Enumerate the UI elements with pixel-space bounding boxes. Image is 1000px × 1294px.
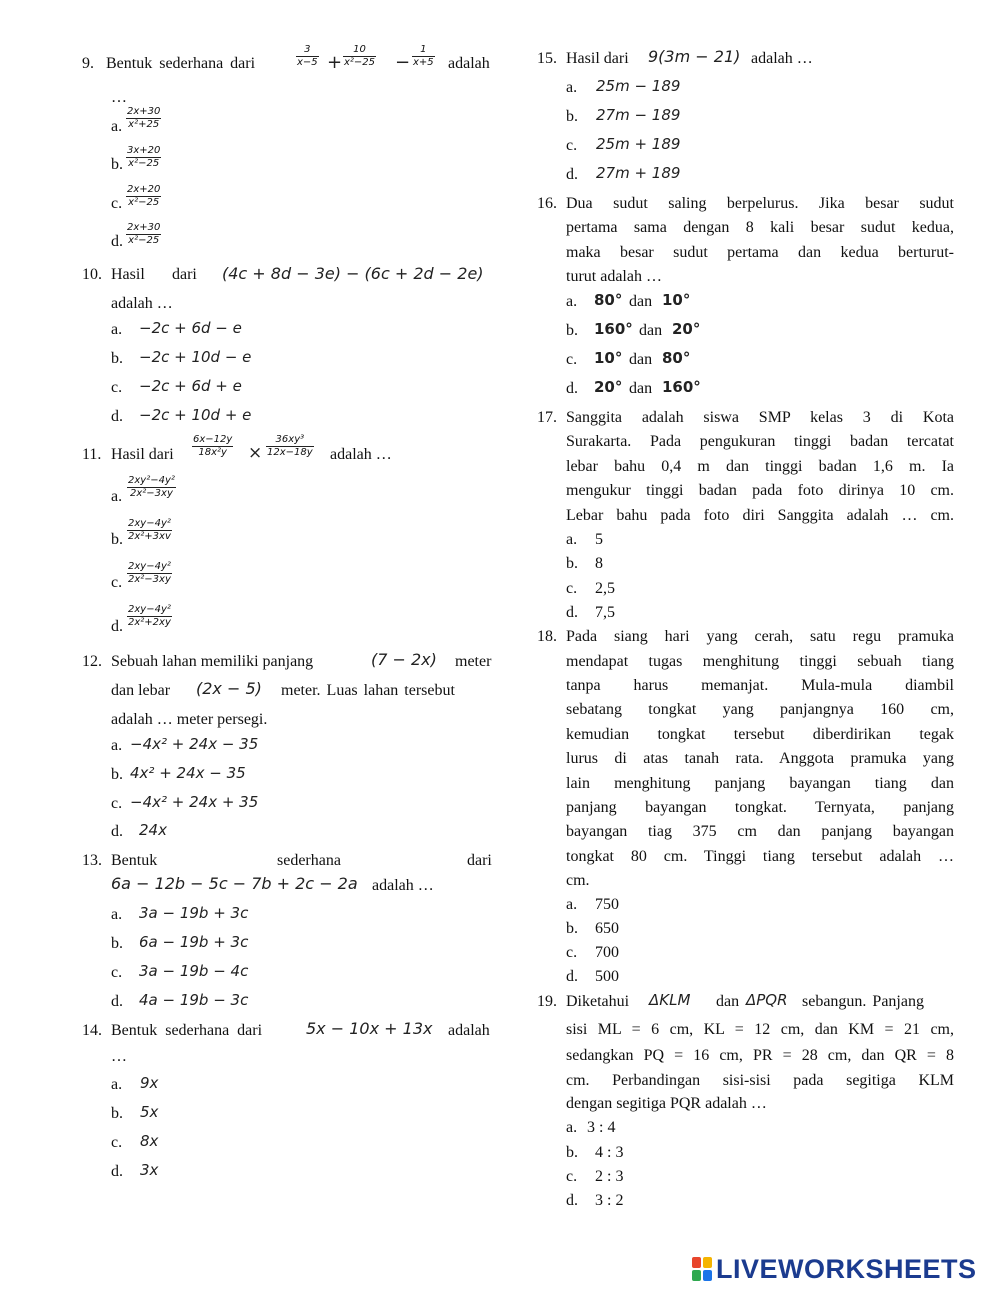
option-letter: b. [111,935,123,952]
question-text-tail: adalah … [111,295,173,312]
question-text-line: Dua sudut saling berpelurus. Jika besar sudut [566,195,954,212]
option-letter: d. [566,166,578,183]
option-letter: d. [566,968,578,985]
option-fraction: $\frac{2x+20}{\text{x²−25}}$ [127,184,161,208]
question-text-line: sisi ML = 6 cm, KL = 12 cm, dan KM = 21 cm, [566,1021,954,1038]
option-letter: b. [111,766,123,783]
option-connector: dan [629,380,653,397]
option-fraction: $\frac{3x+20}{\text{x²−25}}$ [127,145,161,169]
expression: (2x − 5) [196,679,262,698]
question-text-line: sebatang tongkat yang panjangnya 160 cm, [566,701,954,718]
option-value: 8x [140,1132,159,1150]
option-letter: c. [566,944,578,961]
option-value: 2 : 3 [595,1168,624,1185]
expression: (4c + 8d − 3e) − (6c + 2d − 2e) [222,264,484,283]
option-letter: d. [111,618,123,635]
option-letter: a. [111,1076,123,1093]
option-value: 3 : 2 [595,1192,624,1209]
option-letter: b. [566,322,578,339]
logo-mark-icon [692,1257,712,1281]
question-number: 18. [537,628,557,645]
option-letter: c. [111,1134,123,1151]
option-letter: b. [566,108,578,125]
option-value: 25m + 189 [596,135,681,153]
option-value: 4 : 3 [595,1144,624,1161]
question-text-line: lurus di atas tanah rata. Anggota pramuka yang [566,750,954,767]
question-text: Bentuk sederhana dari [111,1022,263,1039]
question-text: Hasil dari [111,446,174,463]
question-text-line: kemudian tongkat tersebut diberdirikan tegak [566,726,954,743]
question-number: 10. [82,266,102,283]
fraction: $\frac{6x-12y}{\text{18x²y}}$ [193,434,233,458]
option-value: 4x² + 24x − 35 [130,764,246,782]
question-text: Hasil [111,266,145,283]
question-text-line: bayangan tiag 375 cm dan panjang bayangan [566,823,954,840]
option-value: −2c + 10d − e [139,348,252,366]
fraction: $\frac{\text{36xy³}}{12x-18y}$ [267,434,313,458]
option-value: 750 [595,896,619,913]
option-value: 5 [595,531,603,548]
question-text: Sebuah lahan memiliki panjang [111,653,314,670]
question-number: 15. [537,50,557,67]
option-value: 27m + 189 [596,164,681,182]
question-text-line: turut adalah … [566,268,662,285]
option-letter: a. [566,1119,578,1136]
question-text-line: Sanggita adalah siswa SMP kelas 3 di Kota [566,409,954,426]
option-value: 8 [595,555,603,572]
question-text: sederhana [277,852,341,869]
option-value: −4x² + 24x − 35 [130,735,259,753]
question-text-line: Pada siang hari yang cerah, satu regu pramuka [566,628,954,645]
option-letter: d. [111,408,123,425]
option-letter: c. [566,1168,578,1185]
option-letter: a. [111,118,123,135]
fraction: $\frac{3}{x-5}$ [297,44,318,68]
expression: (7 − 2x) [371,650,437,669]
option-value: 3a − 19b − 4c [139,962,249,980]
question-text-line: maka besar sudut pertama dan kedua berturut- [566,244,954,261]
question-text: Bentuk [111,852,158,869]
question-text: Hasil dari [566,50,629,67]
option-letter: d. [111,233,123,250]
option-letter: c. [111,574,123,591]
option-fraction: $\frac{2x+30}{\text{x²−25}}$ [127,222,161,246]
option-value: −2c + 6d − e [139,319,242,337]
question-text-line: lebar bahu 0,4 m dan tinggi badan 1,6 m. Ia [566,458,954,475]
question-text-line: sedangkan PQ = 16 cm, PR = 28 cm, dan QR = 8 [566,1047,954,1064]
question-number: 13. [82,852,102,869]
option-value: 9x [140,1074,159,1092]
option-letter: a. [566,293,578,310]
question-text-tail: adalah [448,1022,490,1039]
ellipsis: … [111,1048,127,1065]
option-value: 80° [594,291,623,309]
option-value: 80° [662,349,691,367]
option-value: 3x [140,1161,159,1179]
option-value: 3a − 19b + 3c [139,904,249,922]
fraction: $\frac{10}{\text{x²−25}}$ [344,44,376,68]
times-sign: × [248,443,263,463]
option-value: −2c + 6d + e [139,377,242,395]
logo-text: LIVEWORKSHEETS [716,1253,977,1284]
question-text-tail: adalah [448,55,490,72]
question-text-line: cm. [566,872,590,889]
option-letter: d. [566,380,578,397]
option-fraction: $\frac{2x+30}{\text{x²+25}}$ [127,106,161,130]
option-value: 5x [140,1103,159,1121]
option-letter: d. [566,1192,578,1209]
question-text-tail: adalah … [751,50,813,67]
option-letter: d. [111,1163,123,1180]
question-text: Bentuk sederhana dari [106,55,256,72]
question-text-line: lain menghitung panjang bayangan tiang dan [566,775,954,792]
option-connector: dan [639,322,663,339]
plus-sign: + [327,52,343,73]
question-text: adalah … meter persegi. [111,711,268,728]
option-fraction: $\frac{\text{2xy−4y²}}{\text{2x²+3xv}}$ [128,518,171,542]
option-fraction: $\frac{\text{2xy²−4y²}}{\text{2x²−3xy}}$ [128,475,175,499]
question-text: dari [172,266,197,283]
triangle-label: ΔPQR [746,991,788,1009]
question-text-tail: adalah … [372,877,434,894]
fraction: $\frac{1}{x+5}$ [413,44,434,68]
question-text-line: tongkat 80 cm. Tinggi tiang tersebut adalah … [566,848,954,865]
option-connector: dan [629,351,653,368]
option-letter: c. [111,795,123,812]
question-number: 19. [537,993,557,1010]
option-value: 700 [595,944,619,961]
liveworksheets-logo [692,1254,977,1284]
question-text-line: Surakarta. Pada pengukuran tinggi badan tercatat [566,433,954,450]
question-text: meter. Luas lahan tersebut [281,682,455,699]
question-text: dari [467,852,492,869]
minus-sign: − [395,52,411,73]
expression: 6a − 12b − 5c − 7b + 2c − 2a [111,874,358,893]
question-text-tail: adalah … [330,446,392,463]
option-fraction: $\frac{\text{2xy−4y²}}{\text{2x²+2xy}}$ [128,604,171,628]
option-value: 3 : 4 [587,1119,616,1136]
question-text-line: pertama sama dengan 8 kali besar sudut kedua, [566,219,954,236]
triangle-label: ΔKLM [649,991,691,1009]
option-value: −4x² + 24x + 35 [130,793,259,811]
option-value: 10° [594,349,623,367]
option-value: 7,5 [595,604,615,621]
option-value: 20° [672,320,701,338]
question-text-line: tanpa harus memanjat. Mula-mula diambil [566,677,954,694]
option-value: 27m − 189 [596,106,681,124]
option-letter: a. [111,321,123,338]
question-text: dan lebar [111,682,171,699]
question-text-line: cm. Perbandingan sisi-sisi pada segitiga KLM [566,1072,954,1089]
option-letter: a. [566,79,578,96]
option-letter: c. [111,195,123,212]
option-value: 6a − 19b + 3c [139,933,249,951]
option-value: 160° [662,378,701,396]
option-fraction: $\frac{\text{2xy−4y²}}{\text{2x²−3xy}}$ [128,561,171,585]
question-text-line: dengan segitiga PQR adalah … [566,1095,767,1112]
option-letter: b. [111,156,123,173]
option-value: 650 [595,920,619,937]
option-value: 24x [139,821,167,839]
option-connector: dan [629,293,653,310]
option-letter: a. [111,737,123,754]
option-value: 20° [594,378,623,396]
expression: 9(3m − 21) [648,47,741,66]
question-text-line: mendapat tugas menghitung tinggi sebuah tiang [566,653,954,670]
option-letter: b. [566,920,578,937]
option-value: 2,5 [595,580,615,597]
option-letter: d. [566,604,578,621]
question-number: 17. [537,409,557,426]
option-letter: b. [111,350,123,367]
question-number: 9. [82,55,94,72]
option-letter: b. [566,1144,578,1161]
option-letter: b. [111,1105,123,1122]
option-letter: b. [566,555,578,572]
option-letter: c. [566,137,578,154]
option-letter: a. [566,896,578,913]
option-letter: a. [111,488,123,505]
question-text: sebangun. Panjang [802,993,924,1010]
ellipsis: … [111,89,127,106]
question-text: Diketahui [566,993,630,1010]
question-number: 16. [537,195,557,212]
option-value: 4a − 19b − 3c [139,991,249,1009]
option-letter: b. [111,531,123,548]
question-text-line: Lebar bahu pada foto diri Sanggita adalah … cm. [566,507,954,524]
question-number: 12. [82,653,102,670]
option-letter: c. [111,379,123,396]
option-letter: d. [111,993,123,1010]
question-text-line: mengukur tinggi badan pada foto dirinya 10 cm. [566,482,954,499]
option-letter: a. [111,906,123,923]
option-letter: a. [566,531,578,548]
option-value: 25m − 189 [596,77,681,95]
option-value: 160° [594,320,633,338]
expression: 5x − 10x + 13x [306,1019,433,1038]
question-number: 14. [82,1022,102,1039]
option-letter: c. [566,580,578,597]
option-value: −2c + 10d + e [139,406,252,424]
option-letter: c. [566,351,578,368]
question-number: 11. [82,446,102,463]
option-value: 500 [595,968,619,985]
option-letter: d. [111,823,123,840]
question-text: dan [716,993,740,1010]
option-value: 10° [662,291,691,309]
question-text-line: panjang bayangan tongkat. Ternyata, panjang [566,799,954,816]
option-letter: c. [111,964,123,981]
question-text: meter [455,653,492,670]
